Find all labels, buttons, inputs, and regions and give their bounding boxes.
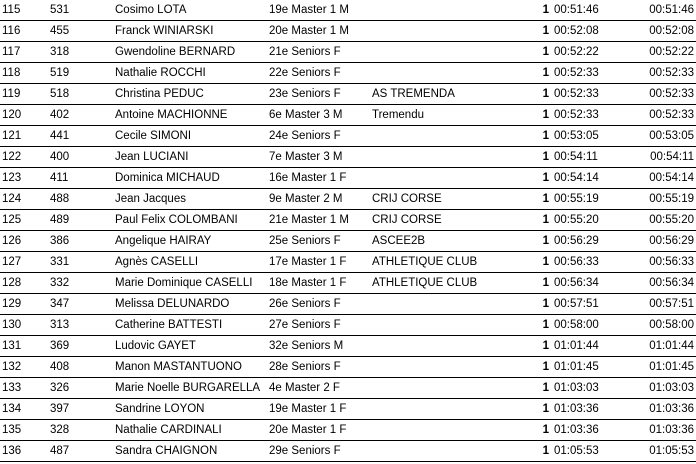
net-time-cell: 01:03:36: [632, 420, 696, 441]
place-cell: 123: [0, 168, 48, 189]
runner-name-cell: Manon MASTANTUONO: [113, 357, 267, 378]
club-cell: [370, 126, 505, 147]
table-row: [0, 336, 696, 357]
place-cell: 128: [0, 273, 48, 294]
table-row: [0, 252, 696, 273]
category-cell: 20e Master 1 M: [267, 21, 370, 42]
table-row: [0, 378, 696, 399]
laps-cell: 1: [505, 378, 552, 399]
bib-cell: 332: [48, 273, 113, 294]
place-cell: 132: [0, 357, 48, 378]
club-cell: [370, 441, 505, 462]
runner-name-cell: Nathalie ROCCHI: [113, 63, 267, 84]
club-cell: [370, 168, 505, 189]
bib-cell: 441: [48, 126, 113, 147]
laps-cell: 1: [505, 189, 552, 210]
category-cell: 22e Seniors F: [267, 63, 370, 84]
place-cell: 118: [0, 63, 48, 84]
category-cell: 7e Master 3 M: [267, 147, 370, 168]
place-cell: 124: [0, 189, 48, 210]
time-cell: 00:52:33: [552, 84, 632, 105]
club-cell: [370, 357, 505, 378]
place-cell: 129: [0, 294, 48, 315]
club-cell: [370, 378, 505, 399]
category-cell: 9e Master 2 M: [267, 189, 370, 210]
net-time-cell: 00:52:33: [632, 105, 696, 126]
table-row: [0, 189, 696, 210]
net-time-cell: 01:03:03: [632, 378, 696, 399]
net-time-cell: 00:57:51: [632, 294, 696, 315]
runner-name-cell: Paul Felix COLOMBANI: [113, 210, 267, 231]
place-cell: 127: [0, 252, 48, 273]
place-cell: 136: [0, 441, 48, 462]
time-cell: 00:57:51: [552, 294, 632, 315]
club-cell: Tremendu: [370, 105, 505, 126]
category-cell: 21e Master 1 M: [267, 210, 370, 231]
place-cell: 115: [0, 0, 48, 21]
bib-cell: 402: [48, 105, 113, 126]
club-cell: [370, 42, 505, 63]
category-cell: 23e Seniors F: [267, 84, 370, 105]
net-time-cell: 01:05:53: [632, 441, 696, 462]
laps-cell: 1: [505, 42, 552, 63]
table-row: [0, 0, 696, 21]
category-cell: 18e Master 1 F: [267, 273, 370, 294]
table-row: [0, 399, 696, 420]
bib-cell: 408: [48, 357, 113, 378]
runner-name-cell: Marie Noelle BURGARELLA: [113, 378, 267, 399]
table-row: [0, 357, 696, 378]
place-cell: 131: [0, 336, 48, 357]
net-time-cell: 00:56:34: [632, 273, 696, 294]
club-cell: [370, 420, 505, 441]
runner-name-cell: Gwendoline BERNARD: [113, 42, 267, 63]
runner-name-cell: Christina PEDUC: [113, 84, 267, 105]
club-cell: [370, 0, 505, 21]
laps-cell: 1: [505, 21, 552, 42]
time-cell: 00:52:33: [552, 63, 632, 84]
time-cell: 00:54:14: [552, 168, 632, 189]
bib-cell: 488: [48, 189, 113, 210]
bib-cell: 489: [48, 210, 113, 231]
bib-cell: 487: [48, 441, 113, 462]
category-cell: 16e Master 1 F: [267, 168, 370, 189]
bib-cell: 328: [48, 420, 113, 441]
category-cell: 21e Seniors F: [267, 42, 370, 63]
laps-cell: 1: [505, 273, 552, 294]
bib-cell: 455: [48, 21, 113, 42]
category-cell: 20e Master 1 F: [267, 420, 370, 441]
bib-cell: 518: [48, 84, 113, 105]
laps-cell: 1: [505, 126, 552, 147]
category-cell: 29e Seniors F: [267, 441, 370, 462]
club-cell: [370, 315, 505, 336]
runner-name-cell: Catherine BATTESTI: [113, 315, 267, 336]
bib-cell: 318: [48, 42, 113, 63]
runner-name-cell: Melissa DELUNARDO: [113, 294, 267, 315]
laps-cell: 1: [505, 336, 552, 357]
time-cell: 01:03:36: [552, 420, 632, 441]
place-cell: 122: [0, 147, 48, 168]
time-cell: 00:53:05: [552, 126, 632, 147]
table-row: [0, 441, 696, 462]
laps-cell: 1: [505, 315, 552, 336]
place-cell: 125: [0, 210, 48, 231]
time-cell: 01:01:44: [552, 336, 632, 357]
club-cell: ATHLETIQUE CLUB: [370, 252, 505, 273]
club-cell: ATHLETIQUE CLUB: [370, 273, 505, 294]
net-time-cell: 00:56:33: [632, 252, 696, 273]
runner-name-cell: Franck WINIARSKI: [113, 21, 267, 42]
runner-name-cell: Cecile SIMONI: [113, 126, 267, 147]
category-cell: 6e Master 3 M: [267, 105, 370, 126]
club-cell: ASCEE2B: [370, 231, 505, 252]
time-cell: 01:05:53: [552, 441, 632, 462]
category-cell: 32e Seniors M: [267, 336, 370, 357]
table-row: [0, 168, 696, 189]
club-cell: [370, 294, 505, 315]
place-cell: 117: [0, 42, 48, 63]
laps-cell: 1: [505, 210, 552, 231]
laps-cell: 1: [505, 84, 552, 105]
time-cell: 00:55:19: [552, 189, 632, 210]
laps-cell: 1: [505, 168, 552, 189]
bib-cell: 313: [48, 315, 113, 336]
place-cell: 135: [0, 420, 48, 441]
club-cell: [370, 21, 505, 42]
net-time-cell: 00:56:29: [632, 231, 696, 252]
net-time-cell: 01:01:44: [632, 336, 696, 357]
time-cell: 00:56:33: [552, 252, 632, 273]
table-row: [0, 84, 696, 105]
bib-cell: 326: [48, 378, 113, 399]
bib-cell: 411: [48, 168, 113, 189]
category-cell: 24e Seniors F: [267, 126, 370, 147]
runner-name-cell: Dominica MICHAUD: [113, 168, 267, 189]
runner-name-cell: Cosimo LOTA: [113, 0, 267, 21]
runner-name-cell: Sandrine LOYON: [113, 399, 267, 420]
bib-cell: 347: [48, 294, 113, 315]
place-cell: 116: [0, 21, 48, 42]
category-cell: 17e Master 1 F: [267, 252, 370, 273]
table-row: [0, 21, 696, 42]
laps-cell: 1: [505, 147, 552, 168]
time-cell: 00:52:22: [552, 42, 632, 63]
net-time-cell: 00:55:20: [632, 210, 696, 231]
table-row: [0, 294, 696, 315]
net-time-cell: 00:52:33: [632, 84, 696, 105]
category-cell: 28e Seniors F: [267, 357, 370, 378]
time-cell: 00:56:34: [552, 273, 632, 294]
table-row: [0, 105, 696, 126]
laps-cell: 1: [505, 420, 552, 441]
runner-name-cell: Jean Jacques: [113, 189, 267, 210]
club-cell: [370, 336, 505, 357]
table-row: [0, 315, 696, 336]
runner-name-cell: Nathalie CARDINALI: [113, 420, 267, 441]
runner-name-cell: Marie Dominique CASELLI: [113, 273, 267, 294]
table-row: [0, 147, 696, 168]
net-time-cell: 00:54:11: [632, 147, 696, 168]
laps-cell: 1: [505, 252, 552, 273]
time-cell: 01:01:45: [552, 357, 632, 378]
bib-cell: 369: [48, 336, 113, 357]
category-cell: 26e Seniors F: [267, 294, 370, 315]
club-cell: CRIJ CORSE: [370, 189, 505, 210]
net-time-cell: 00:52:22: [632, 42, 696, 63]
net-time-cell: 00:55:19: [632, 189, 696, 210]
net-time-cell: 00:51:46: [632, 0, 696, 21]
club-cell: [370, 147, 505, 168]
place-cell: 134: [0, 399, 48, 420]
place-cell: 121: [0, 126, 48, 147]
runner-name-cell: Antoine MACHIONNE: [113, 105, 267, 126]
category-cell: 27e Seniors F: [267, 315, 370, 336]
net-time-cell: 00:52:08: [632, 21, 696, 42]
table-row: [0, 63, 696, 84]
table-row: [0, 231, 696, 252]
category-cell: 19e Master 1 M: [267, 0, 370, 21]
bib-cell: 519: [48, 63, 113, 84]
table-row: [0, 210, 696, 231]
time-cell: 00:52:33: [552, 105, 632, 126]
table-row: [0, 42, 696, 63]
net-time-cell: 00:54:14: [632, 168, 696, 189]
laps-cell: 1: [505, 63, 552, 84]
club-cell: AS TREMENDA: [370, 84, 505, 105]
time-cell: 01:03:03: [552, 378, 632, 399]
time-cell: 00:52:08: [552, 21, 632, 42]
place-cell: 133: [0, 378, 48, 399]
bib-cell: 531: [48, 0, 113, 21]
category-cell: 25e Seniors F: [267, 231, 370, 252]
club-cell: CRIJ CORSE: [370, 210, 505, 231]
laps-cell: 1: [505, 357, 552, 378]
club-cell: [370, 399, 505, 420]
time-cell: 00:54:11: [552, 147, 632, 168]
table-row: [0, 420, 696, 441]
runner-name-cell: Ludovic GAYET: [113, 336, 267, 357]
net-time-cell: 00:52:33: [632, 63, 696, 84]
net-time-cell: 01:03:36: [632, 399, 696, 420]
table-row: [0, 126, 696, 147]
laps-cell: 1: [505, 399, 552, 420]
table-row: [0, 273, 696, 294]
place-cell: 119: [0, 84, 48, 105]
laps-cell: 1: [505, 0, 552, 21]
bib-cell: 331: [48, 252, 113, 273]
club-cell: [370, 63, 505, 84]
time-cell: 00:51:46: [552, 0, 632, 21]
net-time-cell: 01:01:45: [632, 357, 696, 378]
net-time-cell: 00:58:00: [632, 315, 696, 336]
place-cell: 120: [0, 105, 48, 126]
time-cell: 00:56:29: [552, 231, 632, 252]
place-cell: 130: [0, 315, 48, 336]
category-cell: 19e Master 1 F: [267, 399, 370, 420]
bib-cell: 400: [48, 147, 113, 168]
laps-cell: 1: [505, 105, 552, 126]
laps-cell: 1: [505, 231, 552, 252]
time-cell: 00:58:00: [552, 315, 632, 336]
time-cell: 01:03:36: [552, 399, 632, 420]
net-time-cell: 00:53:05: [632, 126, 696, 147]
bib-cell: 386: [48, 231, 113, 252]
place-cell: 126: [0, 231, 48, 252]
runner-name-cell: Angelique HAIRAY: [113, 231, 267, 252]
laps-cell: 1: [505, 294, 552, 315]
laps-cell: 1: [505, 441, 552, 462]
runner-name-cell: Jean LUCIANI: [113, 147, 267, 168]
bib-cell: 397: [48, 399, 113, 420]
time-cell: 00:55:20: [552, 210, 632, 231]
runner-name-cell: Agnès CASELLI: [113, 252, 267, 273]
category-cell: 4e Master 2 F: [267, 378, 370, 399]
runner-name-cell: Sandra CHAIGNON: [113, 441, 267, 462]
